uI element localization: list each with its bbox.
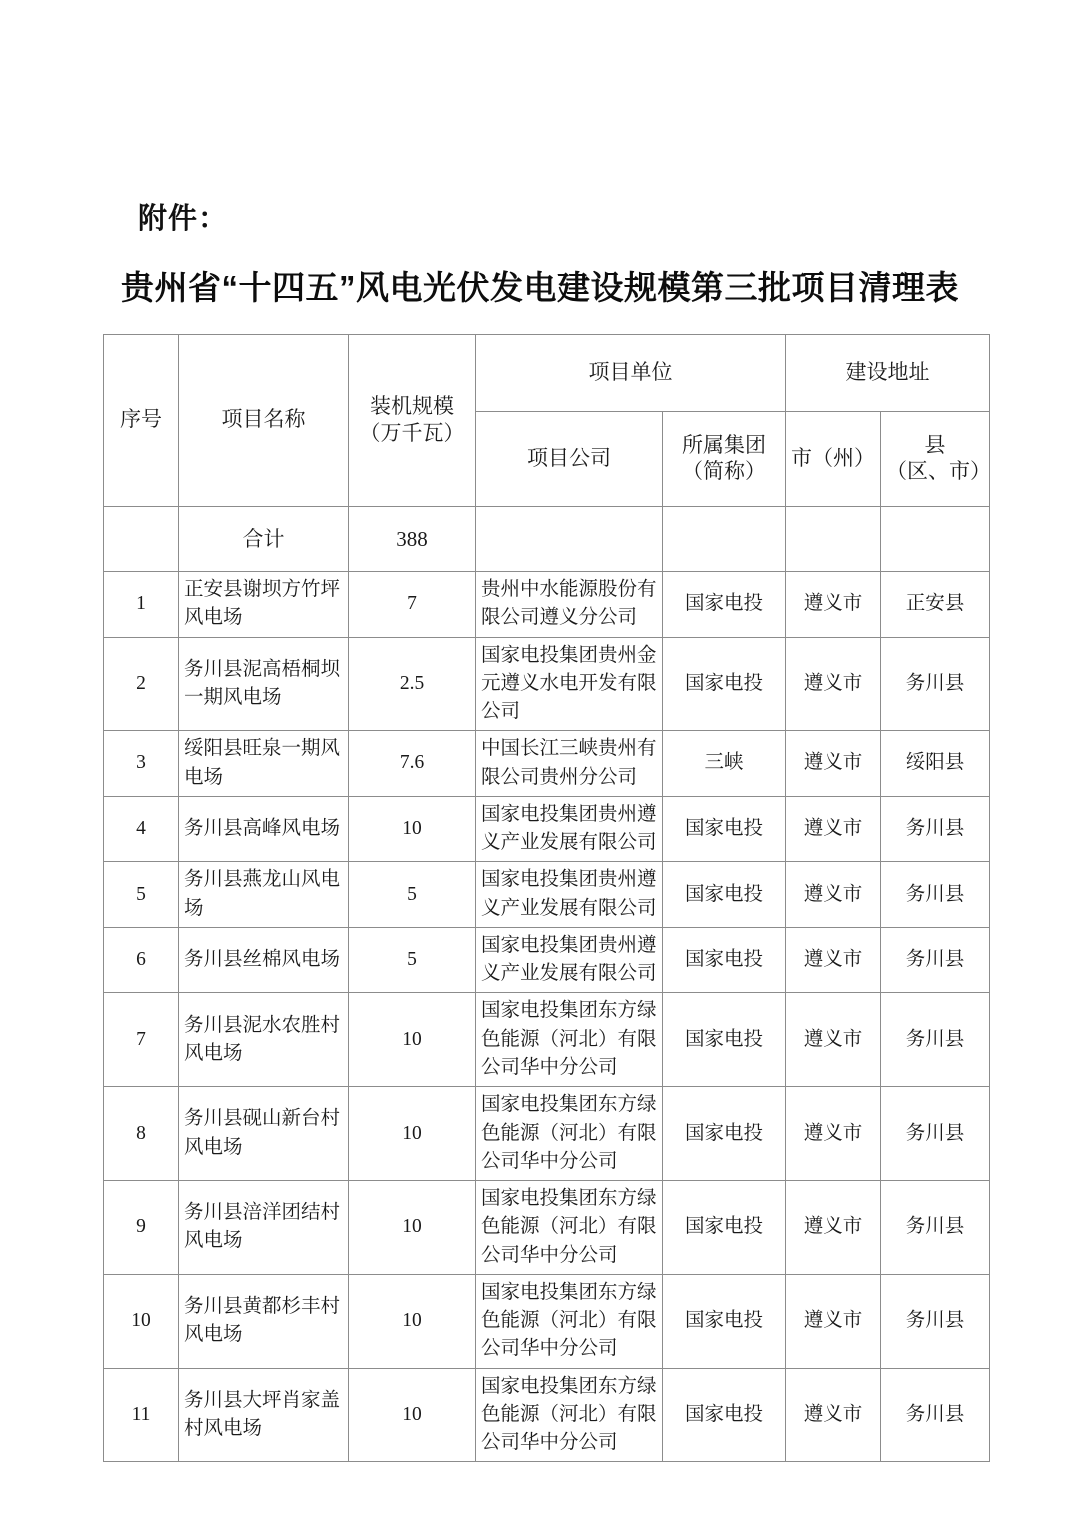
table-row [104, 637, 990, 731]
group-header-line1: 所属集团 [682, 433, 766, 457]
county-header-line2: （区、市） [886, 460, 991, 483]
table-row [104, 993, 990, 1087]
project-clearing-table [103, 334, 990, 1462]
cell-capacity: 5 [349, 862, 476, 928]
cell-city: 遵义市 [786, 637, 881, 731]
cell-city: 遵义市 [786, 927, 881, 993]
cell-capacity: 2.5 [349, 637, 476, 731]
cell-group: 国家电投 [663, 1274, 786, 1368]
cell-group: 三峡 [663, 731, 786, 797]
cell-capacity: 10 [349, 1087, 476, 1181]
cell-city: 遵义市 [786, 993, 881, 1087]
cell-group: 国家电投 [663, 1087, 786, 1181]
table-row [104, 862, 990, 928]
cell-project-name: 务川县大坪肖家盖村风电场 [179, 1368, 349, 1462]
column-header-capacity [349, 335, 476, 507]
cell-county: 务川县 [881, 796, 990, 862]
cell-city: 遵义市 [786, 796, 881, 862]
cell-project-company: 国家电投集团东方绿色能源（河北）有限公司华中分公司 [476, 1181, 663, 1275]
county-header-line1: 县 [924, 433, 946, 457]
cell-county: 务川县 [881, 1274, 990, 1368]
cell-project-name: 务川县丝棉风电场 [179, 927, 349, 993]
total-county-cell [881, 507, 990, 572]
cell-project-name: 务川县砚山新台村风电场 [179, 1087, 349, 1181]
cell-index: 5 [104, 862, 179, 928]
cell-index: 8 [104, 1087, 179, 1181]
cell-project-name: 务川县高峰风电场 [179, 796, 349, 862]
cell-project-company: 贵州中水能源股份有限公司遵义分公司 [476, 572, 663, 638]
cell-capacity: 5 [349, 927, 476, 993]
cell-city: 遵义市 [786, 1368, 881, 1462]
column-header-build-address: 建设地址 [786, 335, 990, 412]
group-header-line2: （简称） [682, 460, 766, 483]
table-row [104, 1087, 990, 1181]
column-header-city: 市（州） [786, 412, 881, 507]
cell-capacity: 10 [349, 1181, 476, 1275]
cell-capacity: 7 [349, 572, 476, 638]
total-company-cell [476, 507, 663, 572]
cell-project-name: 绥阳县旺泉一期风电场 [179, 731, 349, 797]
cell-index: 1 [104, 572, 179, 638]
cell-project-company: 国家电投集团东方绿色能源（河北）有限公司华中分公司 [476, 993, 663, 1087]
cell-city: 遵义市 [786, 862, 881, 928]
cell-project-name: 务川县燕龙山风电场 [179, 862, 349, 928]
cell-index: 3 [104, 731, 179, 797]
cell-group: 国家电投 [663, 637, 786, 731]
cell-capacity: 10 [349, 993, 476, 1087]
cell-county: 务川县 [881, 927, 990, 993]
column-header-project-company: 项目公司 [476, 412, 663, 507]
total-group-cell [663, 507, 786, 572]
table-row [104, 927, 990, 993]
cell-group: 国家电投 [663, 796, 786, 862]
cell-county: 务川县 [881, 637, 990, 731]
cell-city: 遵义市 [786, 1181, 881, 1275]
cell-index: 10 [104, 1274, 179, 1368]
cell-index: 4 [104, 796, 179, 862]
table-row-total [104, 507, 990, 572]
cell-city: 遵义市 [786, 731, 881, 797]
cell-county: 务川县 [881, 1181, 990, 1275]
column-header-index: 序号 [104, 335, 179, 507]
cell-index: 7 [104, 993, 179, 1087]
cell-project-company: 国家电投集团东方绿色能源（河北）有限公司华中分公司 [476, 1274, 663, 1368]
total-capacity-cell: 388 [349, 507, 476, 572]
cell-project-company: 国家电投集团贵州遵义产业发展有限公司 [476, 927, 663, 993]
cell-project-name: 务川县泥高梧桐坝一期风电场 [179, 637, 349, 731]
cell-county: 正安县 [881, 572, 990, 638]
attachment-label: 附件： [138, 203, 229, 235]
cell-county: 务川县 [881, 993, 990, 1087]
cell-capacity: 10 [349, 796, 476, 862]
cell-county: 务川县 [881, 862, 990, 928]
cell-county: 务川县 [881, 1087, 990, 1181]
table-header [104, 335, 990, 507]
table-row [104, 796, 990, 862]
table-row [104, 731, 990, 797]
table-row [104, 1274, 990, 1368]
cell-project-name: 务川县黄都杉丰村风电场 [179, 1274, 349, 1368]
project-clearing-table-container [103, 334, 989, 1462]
total-label-cell: 合计 [179, 507, 349, 572]
column-header-group [663, 412, 786, 507]
table-row [104, 1181, 990, 1275]
cell-project-name: 正安县谢坝方竹坪风电场 [179, 572, 349, 638]
column-header-county [881, 412, 990, 507]
cell-group: 国家电投 [663, 927, 786, 993]
cell-group: 国家电投 [663, 993, 786, 1087]
cell-project-company: 国家电投集团贵州遵义产业发展有限公司 [476, 796, 663, 862]
cell-project-name: 务川县涪洋团结村风电场 [179, 1181, 349, 1275]
cell-county: 务川县 [881, 1368, 990, 1462]
capacity-header-line1: 装机规模 [370, 395, 454, 419]
cell-group: 国家电投 [663, 862, 786, 928]
cell-city: 遵义市 [786, 1274, 881, 1368]
total-city-cell [786, 507, 881, 572]
cell-group: 国家电投 [663, 572, 786, 638]
cell-index: 2 [104, 637, 179, 731]
cell-capacity: 7.6 [349, 731, 476, 797]
cell-group: 国家电投 [663, 1181, 786, 1275]
cell-city: 遵义市 [786, 1087, 881, 1181]
cell-capacity: 10 [349, 1368, 476, 1462]
cell-index: 6 [104, 927, 179, 993]
cell-index: 9 [104, 1181, 179, 1275]
cell-project-company: 国家电投集团东方绿色能源（河北）有限公司华中分公司 [476, 1087, 663, 1181]
page-title: 贵州省“十四五”风电光伏发电建设规模第三批项目清理表 [121, 269, 959, 306]
cell-project-company: 国家电投集团贵州金元遵义水电开发有限公司 [476, 637, 663, 731]
table-row [104, 572, 990, 638]
cell-project-company: 国家电投集团东方绿色能源（河北）有限公司华中分公司 [476, 1368, 663, 1462]
table-row [104, 1368, 990, 1462]
table-header-row-top [104, 335, 990, 412]
table-body [104, 507, 990, 1462]
cell-capacity: 10 [349, 1274, 476, 1368]
column-header-project-unit: 项目单位 [476, 335, 786, 412]
capacity-header-line2: （万千瓦） [359, 421, 465, 445]
cell-city: 遵义市 [786, 572, 881, 638]
cell-index: 11 [104, 1368, 179, 1462]
cell-project-company: 中国长江三峡贵州有限公司贵州分公司 [476, 731, 663, 797]
cell-county: 绥阳县 [881, 731, 990, 797]
cell-project-company: 国家电投集团贵州遵义产业发展有限公司 [476, 862, 663, 928]
cell-group: 国家电投 [663, 1368, 786, 1462]
cell-project-name: 务川县泥水农胜村风电场 [179, 993, 349, 1087]
column-header-project-name: 项目名称 [179, 335, 349, 507]
total-index-cell [104, 507, 179, 572]
